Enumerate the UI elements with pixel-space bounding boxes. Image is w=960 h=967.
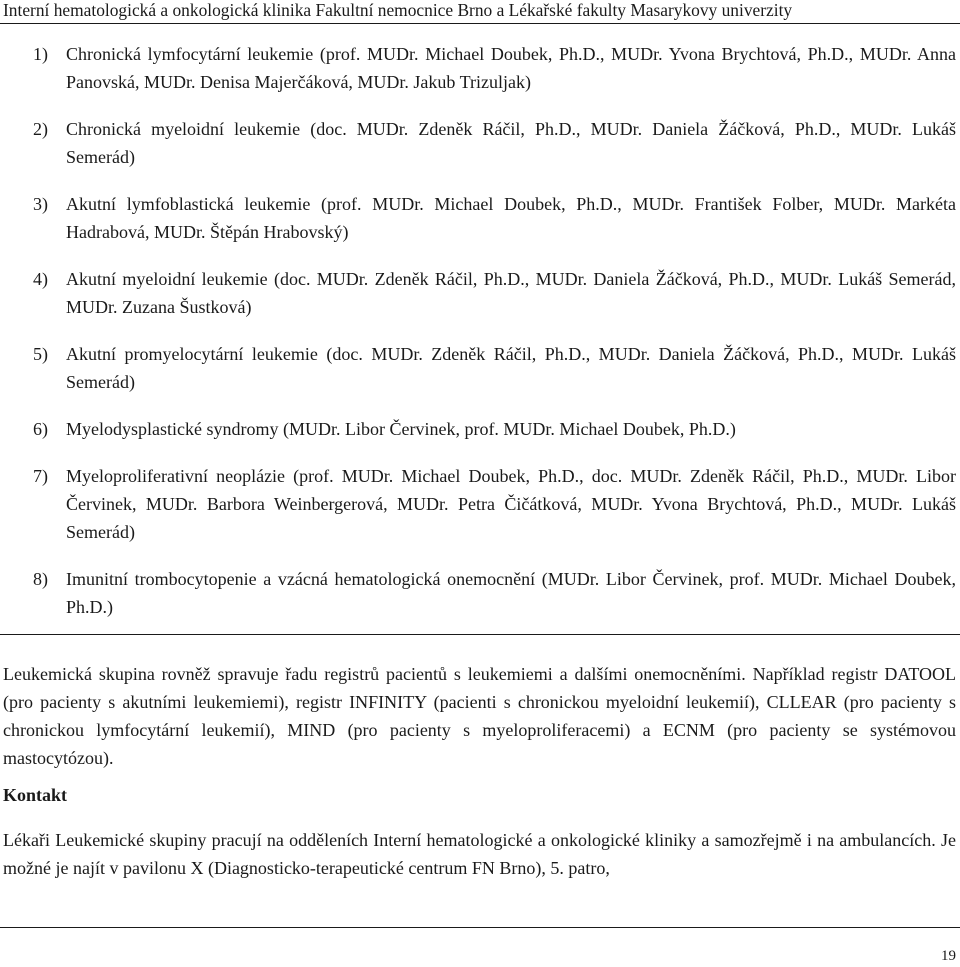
item-text: Imunitní trombocytopenie a vzácná hematologická onemocnění (MUDr. Libor Červinek, prof. MUDr. Michael Doubek, Ph.D.) <box>66 569 956 617</box>
list-item <box>0 190 960 246</box>
item-number: 8) <box>33 569 48 589</box>
item-number: 6) <box>33 419 48 439</box>
item-number: 7) <box>33 466 48 486</box>
header-rule <box>0 23 960 24</box>
page-header <box>0 0 960 26</box>
list-item <box>0 265 960 321</box>
item-text: Chronická lymfocytární leukemie (prof. MUDr. Michael Doubek, Ph.D., MUDr. Yvona Brychtová, Ph.D., MUDr. Anna Panovská, MUDr. Denisa Majerčáková, MUDr. Jakub Trizuljak) <box>66 44 956 92</box>
list-item <box>0 565 960 621</box>
section-divider <box>0 634 960 635</box>
item-number: 1) <box>33 44 48 64</box>
item-number: 5) <box>33 344 48 364</box>
header-title: Interní hematologická a onkologická klinika Fakultní nemocnice Brno a Lékařské fakulty Masarykovy univerzity <box>3 0 793 20</box>
item-text: Akutní lymfoblastická leukemie (prof. MUDr. Michael Doubek, Ph.D., MUDr. František Folber, MUDr. Markéta Hadrabová, MUDr. Štěpán Hrabovský) <box>66 194 956 242</box>
list-item <box>0 40 960 96</box>
item-number: 4) <box>33 269 48 289</box>
contact-heading: Kontakt <box>3 785 68 805</box>
list-item <box>0 462 960 546</box>
item-number: 3) <box>33 194 48 214</box>
group-list <box>0 40 960 640</box>
registry-paragraph: Leukemická skupina rovněž spravuje řadu registrů pacientů s leukemiemi a dalšími onemocněními. Například registr DATOOL (pro pacienty s akutními leukemiemi), registr INFINITY (pacienti s chronickou myeloidní leukemií), CLLEAR (pro pacienty s chronickou lymfocytární leukemií), MIND (pro pacienty s myeloproliferacemi) a ECNM (pro pacienty se systémovou mastocytózou). <box>3 664 956 768</box>
footer-rule <box>0 927 960 928</box>
list-item <box>0 340 960 396</box>
list-item <box>0 115 960 171</box>
item-text: Myelodysplastické syndromy (MUDr. Libor Červinek, prof. MUDr. Michael Doubek, Ph.D.) <box>66 419 736 439</box>
item-text: Myeloproliferativní neoplázie (prof. MUDr. Michael Doubek, Ph.D., doc. MUDr. Zdeněk Ráčil, Ph.D., MUDr. Libor Červinek, MUDr. Barbora Weinbergerová, MUDr. Petra Čičátková, MUDr. Yvona Brychtová, Ph.D., MUDr. Lukáš Semerád) <box>66 466 956 542</box>
page-number: 19 <box>941 948 956 964</box>
list-item <box>0 415 960 443</box>
item-number: 2) <box>33 119 48 139</box>
item-text: Akutní promyelocytární leukemie (doc. MUDr. Zdeněk Ráčil, Ph.D., MUDr. Daniela Žáčková, Ph.D., MUDr. Lukáš Semerád) <box>66 344 956 392</box>
item-text: Chronická myeloidní leukemie (doc. MUDr. Zdeněk Ráčil, Ph.D., MUDr. Daniela Žáčková, Ph.D., MUDr. Lukáš Semerád) <box>66 119 956 167</box>
contact-paragraph: Lékaři Leukemické skupiny pracují na odděleních Interní hematologické a onkologické kliniky a samozřejmě i na ambulancích. Je možné je najít v pavilonu X (Diagnosticko-terapeutické centrum FN Brno), 5. patro, <box>3 830 956 878</box>
item-text: Akutní myeloidní leukemie (doc. MUDr. Zdeněk Ráčil, Ph.D., MUDr. Daniela Žáčková, Ph.D., MUDr. Lukáš Semerád, MUDr. Zuzana Šustková) <box>66 269 956 317</box>
